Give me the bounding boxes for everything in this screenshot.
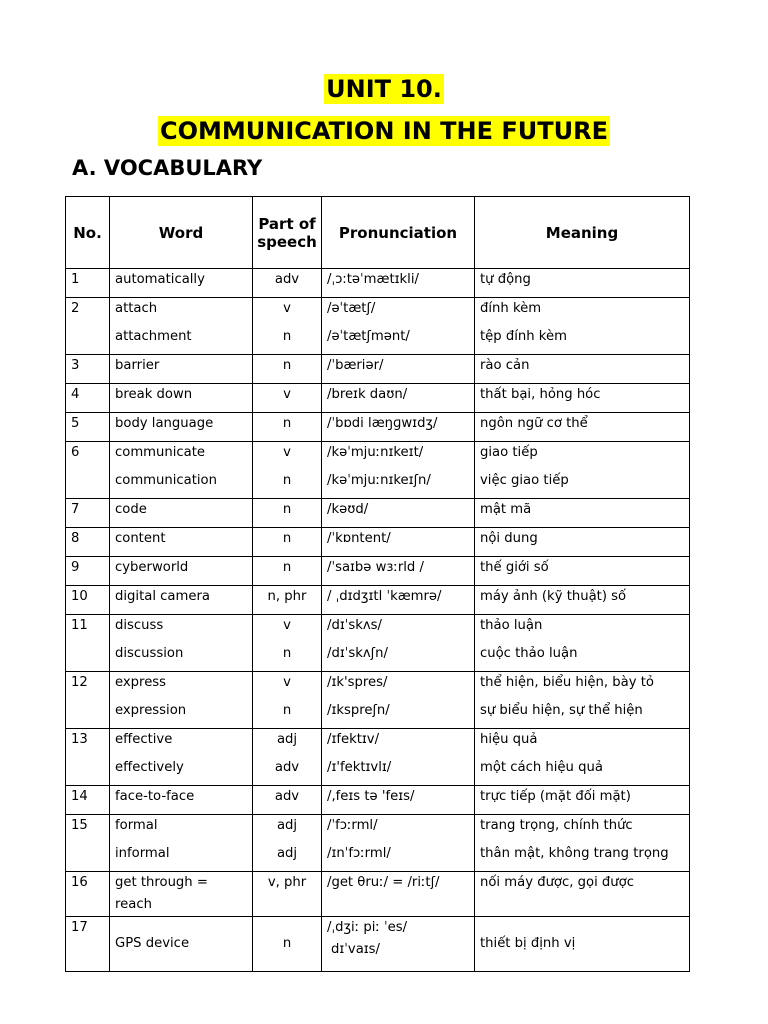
- cell-pronunciation: /ˈbæriər/: [322, 355, 475, 384]
- cell-pos: v: [253, 384, 322, 413]
- cell-pronunciation: /get θruː/ = /riːtʃ/: [322, 872, 475, 917]
- cell-meaning: hiệu quả: [475, 729, 690, 758]
- cell-pronunciation: /ˌdʒiː piː ˈes/ dɪˈvaɪs/: [322, 917, 475, 972]
- cell-meaning: thân mật, không trang trọng: [475, 843, 690, 872]
- cell-pos: n: [253, 326, 322, 355]
- cell-no: 7: [66, 499, 110, 528]
- cell-pos: n: [253, 528, 322, 557]
- cell-pronunciation: /ˈbɒdi læŋɡwɪdʒ/: [322, 413, 475, 442]
- cell-pos: adv: [253, 757, 322, 786]
- header-no: No.: [66, 197, 110, 269]
- cell-meaning: trang trọng, chính thức: [475, 815, 690, 844]
- cell-word: discussion: [110, 643, 253, 672]
- cell-pronunciation: /əˈtætʃ/: [322, 298, 475, 327]
- cell-meaning: ngôn ngữ cơ thể: [475, 413, 690, 442]
- table-row: [66, 700, 690, 729]
- header-word: Word: [110, 197, 253, 269]
- table-row: [66, 672, 690, 701]
- cell-word: content: [110, 528, 253, 557]
- cell-word: face-to-face: [110, 786, 253, 815]
- table-row: [66, 917, 690, 972]
- cell-pos: v: [253, 442, 322, 471]
- table-row: [66, 786, 690, 815]
- cell-word: effective: [110, 729, 253, 758]
- cell-no: 16: [66, 872, 110, 917]
- cell-pos: v, phr: [253, 872, 322, 917]
- cell-meaning: máy ảnh (kỹ thuật) số: [475, 586, 690, 615]
- cell-pronunciation: /ɪkspreʃn/: [322, 700, 475, 729]
- cell-word: attach: [110, 298, 253, 327]
- cell-pronunciation: /ɪk'spres/: [322, 672, 475, 701]
- table-row: [66, 442, 690, 471]
- cell-word: discuss: [110, 615, 253, 644]
- table-row: [66, 586, 690, 615]
- cell-pronunciation: /ˌɔ:təˈmætɪkli/: [322, 269, 475, 298]
- cell-word: expression: [110, 700, 253, 729]
- table-row: [66, 326, 690, 355]
- cell-no: 13: [66, 729, 110, 786]
- cell-word: barrier: [110, 355, 253, 384]
- cell-meaning: giao tiếp: [475, 442, 690, 471]
- unit-title: UNIT 10.: [326, 75, 442, 103]
- cell-no: 17: [66, 917, 110, 972]
- cell-meaning: một cách hiệu quả: [475, 757, 690, 786]
- section-heading: A. VOCABULARY: [72, 156, 263, 180]
- cell-meaning: việc giao tiếp: [475, 470, 690, 499]
- cell-pos: adj: [253, 843, 322, 872]
- table-row: [66, 729, 690, 758]
- cell-no: 1: [66, 269, 110, 298]
- table-row: [66, 499, 690, 528]
- cell-pronunciation: /kəˈmjuːnɪkeɪʃn/: [322, 470, 475, 499]
- cell-word: effectively: [110, 757, 253, 786]
- vocabulary-table: [65, 196, 690, 972]
- table-body: [66, 269, 690, 972]
- cell-word: code: [110, 499, 253, 528]
- header-pronunciation: Pronunciation: [322, 197, 475, 269]
- cell-pronunciation: /kəʊd/: [322, 499, 475, 528]
- cell-meaning: nội dung: [475, 528, 690, 557]
- cell-meaning: trực tiếp (mặt đối mặt): [475, 786, 690, 815]
- table-row: [66, 384, 690, 413]
- cell-pos: adv: [253, 269, 322, 298]
- cell-pos: adj: [253, 815, 322, 844]
- cell-meaning: thất bại, hỏng hóc: [475, 384, 690, 413]
- table-row: [66, 269, 690, 298]
- cell-pronunciation: /ɪfektɪv/: [322, 729, 475, 758]
- cell-pronunciation: /,feɪs tə 'feɪs/: [322, 786, 475, 815]
- cell-word: GPS device: [110, 917, 253, 972]
- cell-pos: adj: [253, 729, 322, 758]
- table-row: [66, 528, 690, 557]
- table-row: [66, 757, 690, 786]
- table-row: [66, 470, 690, 499]
- table-row: [66, 413, 690, 442]
- header-meaning: Meaning: [475, 197, 690, 269]
- table-row: [66, 557, 690, 586]
- cell-word: automatically: [110, 269, 253, 298]
- cell-meaning: nối máy được, gọi được: [475, 872, 690, 917]
- cell-pos: n: [253, 557, 322, 586]
- table-row: [66, 355, 690, 384]
- cell-no: 11: [66, 615, 110, 672]
- cell-no: 10: [66, 586, 110, 615]
- cell-word: formal: [110, 815, 253, 844]
- cell-meaning: cuộc thảo luận: [475, 643, 690, 672]
- cell-no: 9: [66, 557, 110, 586]
- cell-pronunciation: /ˈfɔːrml/: [322, 815, 475, 844]
- cell-meaning: sự biểu hiện, sự thể hiện: [475, 700, 690, 729]
- cell-pos: n: [253, 470, 322, 499]
- table-row: [66, 815, 690, 844]
- cell-meaning: thể hiện, biểu hiện, bày tỏ: [475, 672, 690, 701]
- cell-no: 3: [66, 355, 110, 384]
- cell-no: 6: [66, 442, 110, 499]
- cell-pos: n: [253, 917, 322, 972]
- cell-pos: v: [253, 672, 322, 701]
- table-row: [66, 872, 690, 917]
- cell-no: 4: [66, 384, 110, 413]
- cell-pos: v: [253, 298, 322, 327]
- cell-pronunciation: /ɪ'fektɪvlɪ/: [322, 757, 475, 786]
- table-row: [66, 615, 690, 644]
- cell-pronunciation: /breɪk daʊn/: [322, 384, 475, 413]
- cell-pos: n, phr: [253, 586, 322, 615]
- cell-no: 2: [66, 298, 110, 355]
- cell-no: 14: [66, 786, 110, 815]
- table-row: [66, 298, 690, 327]
- cell-pronunciation: / ˌdɪdʒɪtl ˈkæmrə/: [322, 586, 475, 615]
- unit-subtitle-row: [0, 116, 768, 146]
- cell-word: get through = reach: [110, 872, 253, 917]
- cell-word: body language: [110, 413, 253, 442]
- cell-word: attachment: [110, 326, 253, 355]
- cell-pronunciation: /dɪˈskʌʃn/: [322, 643, 475, 672]
- table-header-row: [66, 197, 690, 269]
- cell-meaning: thế giới số: [475, 557, 690, 586]
- cell-word: communicate: [110, 442, 253, 471]
- cell-meaning: thảo luận: [475, 615, 690, 644]
- cell-pos: v: [253, 615, 322, 644]
- cell-no: 8: [66, 528, 110, 557]
- cell-no: 15: [66, 815, 110, 872]
- cell-word: informal: [110, 843, 253, 872]
- cell-meaning: mật mã: [475, 499, 690, 528]
- cell-pronunciation: /ˈkɒntent/: [322, 528, 475, 557]
- cell-meaning: tệp đính kèm: [475, 326, 690, 355]
- cell-pos: n: [253, 700, 322, 729]
- cell-pronunciation: /ˈsaɪbə wɜːrld /: [322, 557, 475, 586]
- cell-pronunciation: /kəˈmjuːnɪkeɪt/: [322, 442, 475, 471]
- cell-word: communication: [110, 470, 253, 499]
- unit-title-row: [0, 74, 768, 104]
- table-row: [66, 643, 690, 672]
- cell-word: express: [110, 672, 253, 701]
- cell-pos: adv: [253, 786, 322, 815]
- header-part-of-speech: Part of speech: [253, 197, 322, 269]
- cell-word: break down: [110, 384, 253, 413]
- cell-pronunciation: /əˈtætʃmənt/: [322, 326, 475, 355]
- cell-pos: n: [253, 355, 322, 384]
- cell-pos: n: [253, 643, 322, 672]
- cell-pos: n: [253, 413, 322, 442]
- cell-no: 12: [66, 672, 110, 729]
- cell-meaning: thiết bị định vị: [475, 917, 690, 972]
- cell-meaning: tự động: [475, 269, 690, 298]
- cell-word: cyberworld: [110, 557, 253, 586]
- cell-meaning: rào cản: [475, 355, 690, 384]
- cell-pronunciation: /ɪnˈfɔːrml/: [322, 843, 475, 872]
- cell-no: 5: [66, 413, 110, 442]
- unit-subtitle: COMMUNICATION IN THE FUTURE: [160, 117, 608, 145]
- cell-pos: n: [253, 499, 322, 528]
- table-row: [66, 843, 690, 872]
- cell-word: digital camera: [110, 586, 253, 615]
- cell-pronunciation: /dɪˈskʌs/: [322, 615, 475, 644]
- cell-meaning: đính kèm: [475, 298, 690, 327]
